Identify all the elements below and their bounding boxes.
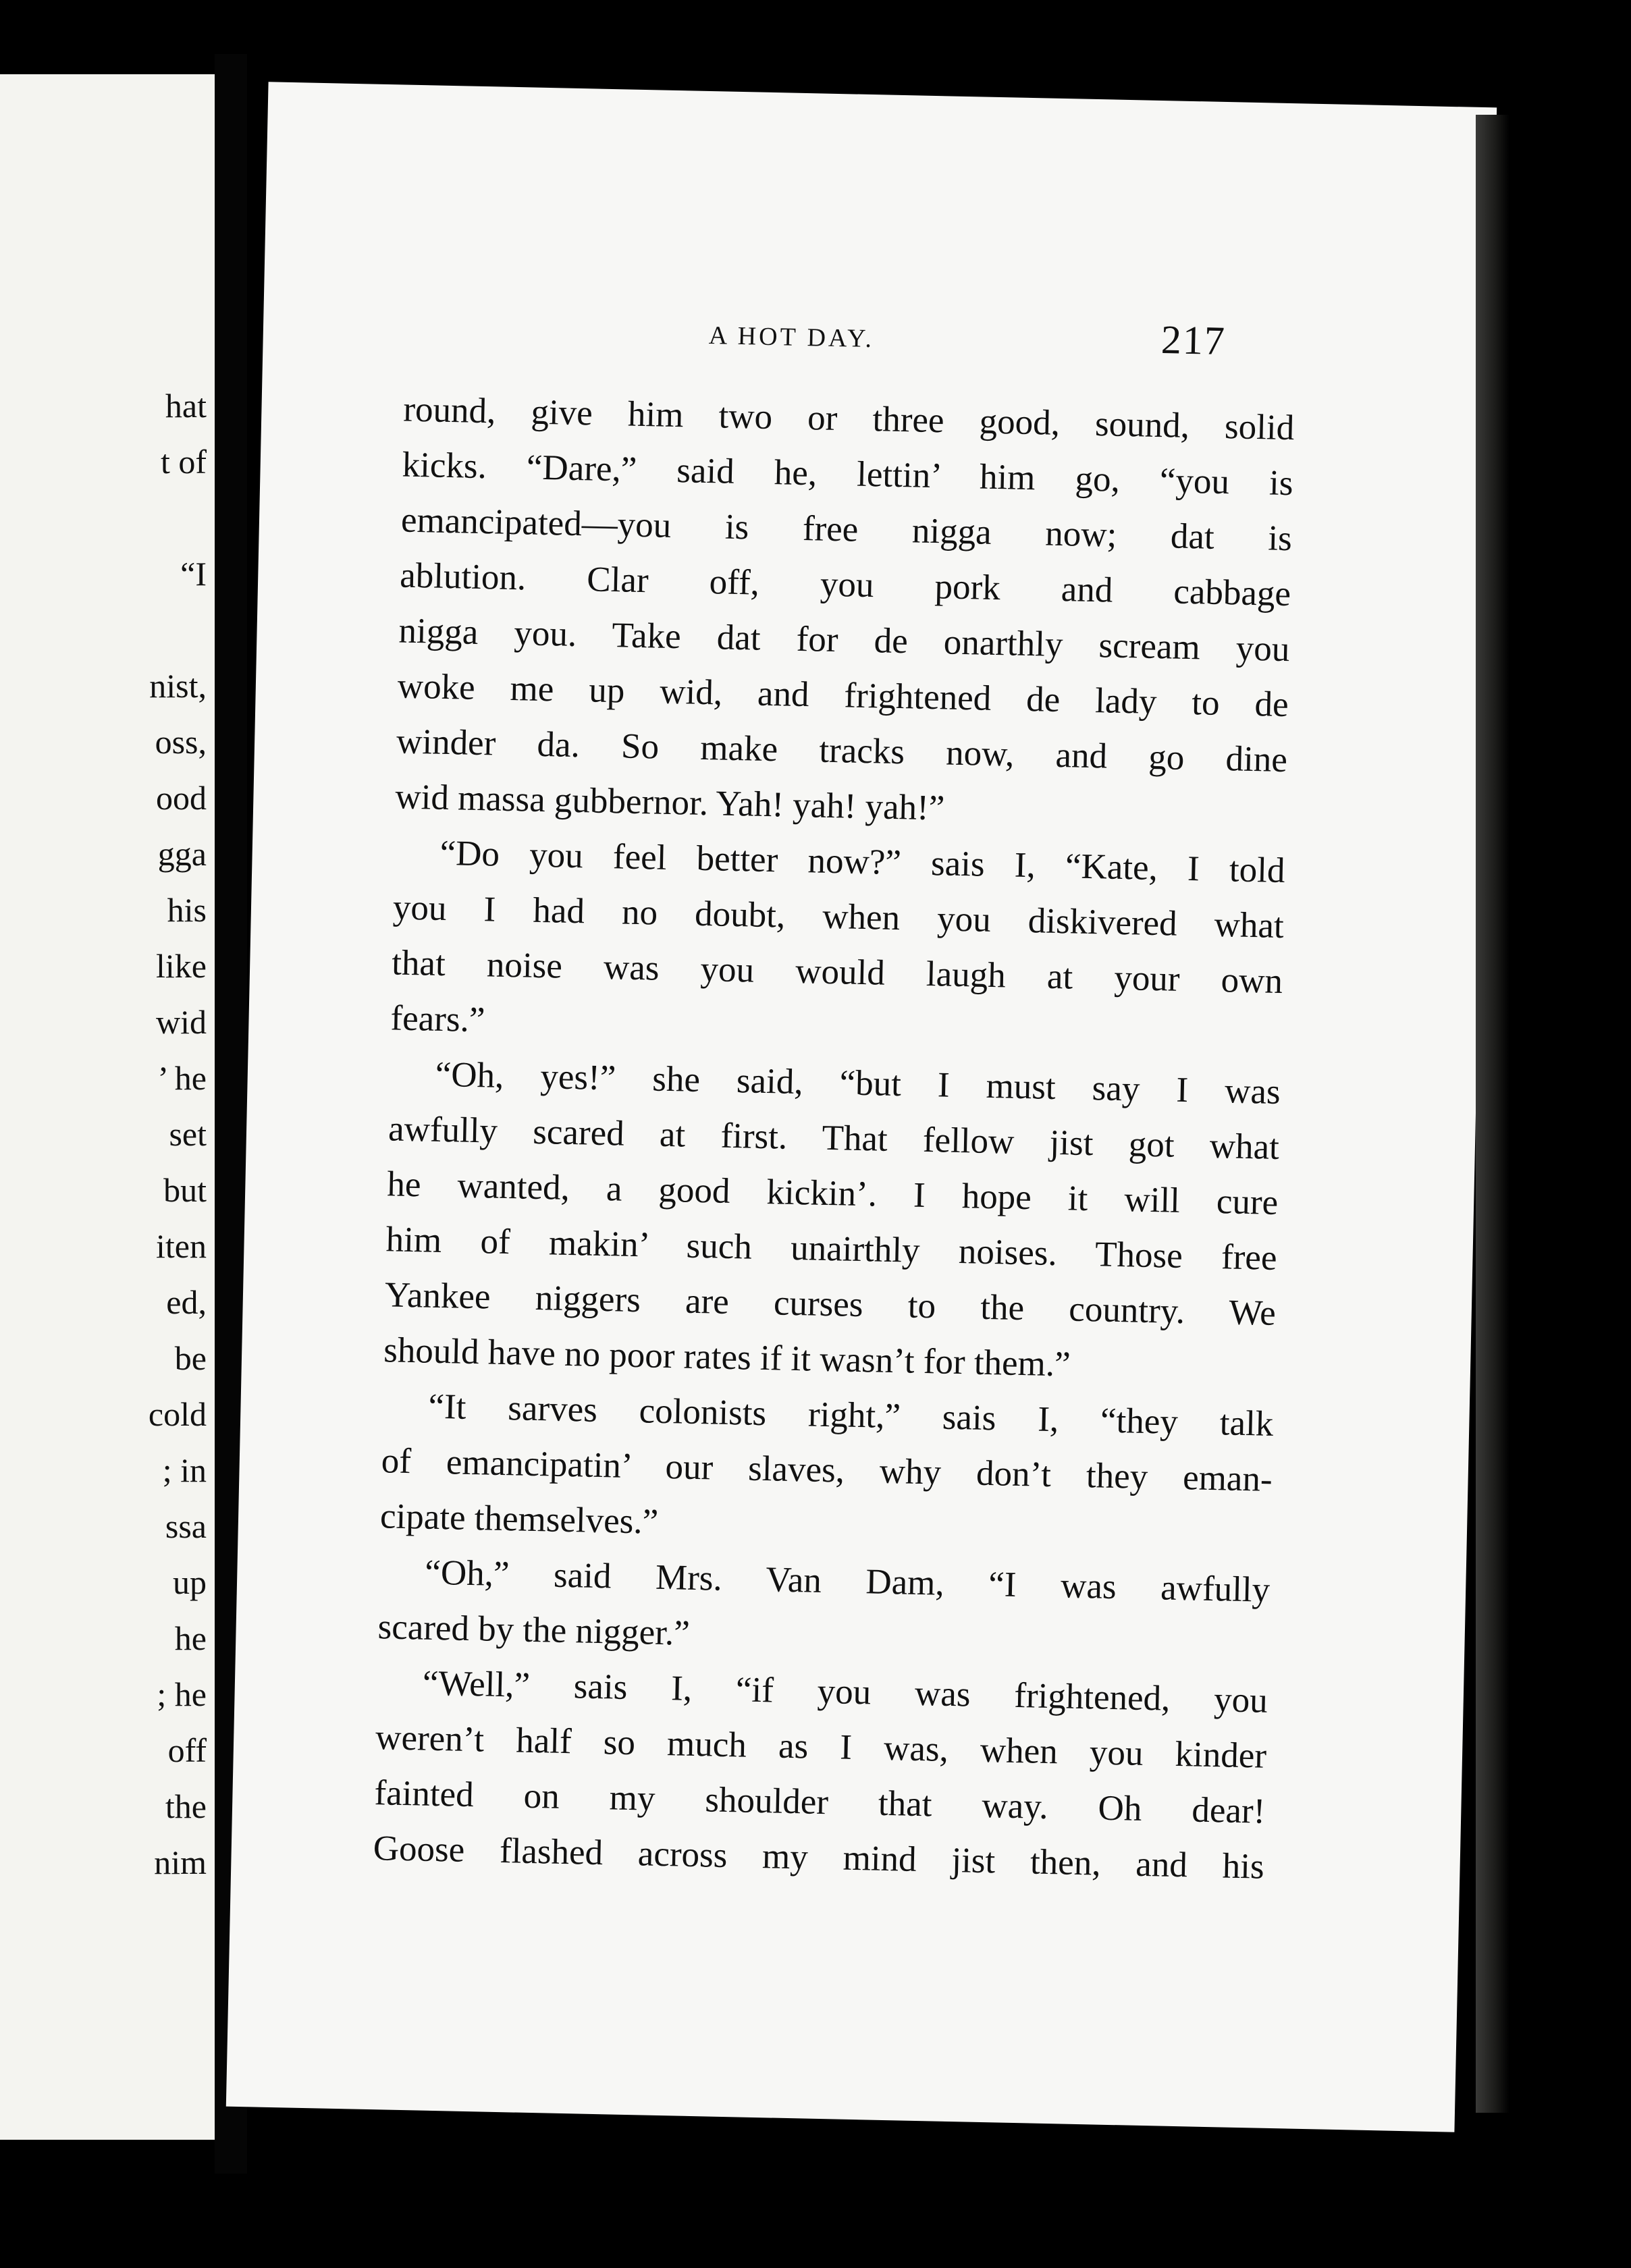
facing-page-line: he — [174, 1619, 207, 1657]
text-line: that noise was you would laugh at your own — [391, 943, 1283, 1002]
text-line: kicks. “Dare,” said he, lettin’ him go, “you is — [402, 445, 1294, 504]
text-line: awfully scared at first. That fellow jist got what — [387, 1109, 1280, 1167]
facing-page-line: ; he — [157, 1675, 207, 1713]
facing-page-line: nim — [154, 1843, 207, 1881]
facing-page-line: off — [167, 1731, 207, 1769]
body-text — [373, 382, 1295, 1895]
facing-page-line — [149, 490, 207, 546]
text-line: Yankee niggers are curses to the country. We — [384, 1275, 1277, 1333]
running-title: A HOT DAY. — [708, 321, 875, 354]
paragraph — [390, 824, 1286, 1064]
text-line: “Oh,” said Mrs. Van Dam, “I was awfully — [424, 1552, 1271, 1610]
facing-page-line: nist, — [149, 667, 207, 705]
facing-page-line-fragments — [149, 378, 207, 1891]
book-page — [226, 82, 1497, 2132]
text-line: nigga you. Take dat for de onarthly scream you — [398, 611, 1290, 670]
facing-page-line: “I — [180, 555, 207, 593]
facing-page-line: wid — [156, 1003, 207, 1041]
facing-page-line: ; in — [162, 1451, 207, 1489]
text-line: should have no poor rates if it wasn’t for them.” — [383, 1330, 1071, 1384]
facing-page-line: oss, — [155, 723, 207, 761]
text-line: ablution. Clar off, you pork and cabbage — [399, 556, 1291, 614]
facing-page-line: set — [169, 1115, 207, 1153]
text-line: scared by the nigger.” — [377, 1607, 691, 1653]
text-line: “Do you feel better now?” sais I, “Kate, I told — [439, 833, 1286, 891]
text-line: him of makin’ such unairthly noises. Those free — [385, 1220, 1278, 1278]
text-line: he wanted, a good kickin’. I hope it will cure — [386, 1164, 1279, 1222]
facing-page-line: like — [156, 947, 207, 985]
paragraph — [379, 1378, 1274, 1563]
facing-page-line: hat — [165, 387, 207, 425]
facing-page-line: gga — [157, 835, 207, 873]
text-line: woke me up wid, and frightened de lady to de — [397, 666, 1289, 725]
text-line: “Oh, yes!” she said, “but I must say I was — [435, 1054, 1281, 1112]
facing-page-line: t of — [160, 443, 207, 481]
text-line: cipate themselves.” — [379, 1496, 659, 1542]
text-line: round, give him two or three good, sound, solid — [402, 389, 1295, 448]
page-edge — [1476, 115, 1509, 2113]
text-line: “It sarves colonists right,” sais I, “they talk — [427, 1386, 1274, 1444]
facing-page-line: cold — [148, 1395, 207, 1433]
text-line: weren’t half so much as I was, when you kinder — [375, 1718, 1267, 1776]
text-line: fears.” — [390, 998, 485, 1040]
text-line: Goose flashed across my mind jist then, and his — [373, 1829, 1265, 1887]
facing-page-line: the — [165, 1787, 207, 1825]
text-line: winder da. So make tracks now, and go dine — [396, 722, 1288, 780]
text-line: of emancipatin’ our slaves, why don’t they eman- — [381, 1441, 1273, 1499]
facing-page-line: his — [167, 891, 207, 929]
text-line: “Well,” sais I, “if you was frightened, you — [422, 1663, 1268, 1721]
facing-page-line: ed, — [166, 1283, 207, 1321]
facing-page-line: ’ he — [157, 1059, 207, 1097]
facing-page-line: be — [174, 1339, 207, 1377]
running-head — [263, 298, 1492, 377]
text-line: fainted on my shoulder that way. Oh dear! — [373, 1773, 1266, 1831]
paragraph — [395, 382, 1295, 844]
facing-page-line: iten — [156, 1227, 207, 1265]
text-line: you I had no doubt, when you diskivered what — [392, 888, 1285, 946]
paragraph — [373, 1654, 1268, 1895]
facing-page-fragment — [0, 74, 215, 2140]
facing-page-line — [149, 602, 207, 658]
facing-page-line: ssa — [165, 1507, 207, 1545]
page-number: 217 — [1160, 317, 1227, 364]
facing-page-line: up — [173, 1563, 207, 1601]
paragraph — [383, 1046, 1281, 1397]
facing-page-line: but — [163, 1171, 207, 1209]
facing-page-line: ood — [156, 779, 207, 817]
paragraph — [377, 1544, 1271, 1673]
text-line: wid massa gubbernor. Yah! yah! yah!” — [394, 777, 945, 828]
text-line: emancipated—you is free nigga now; dat is — [400, 500, 1293, 559]
